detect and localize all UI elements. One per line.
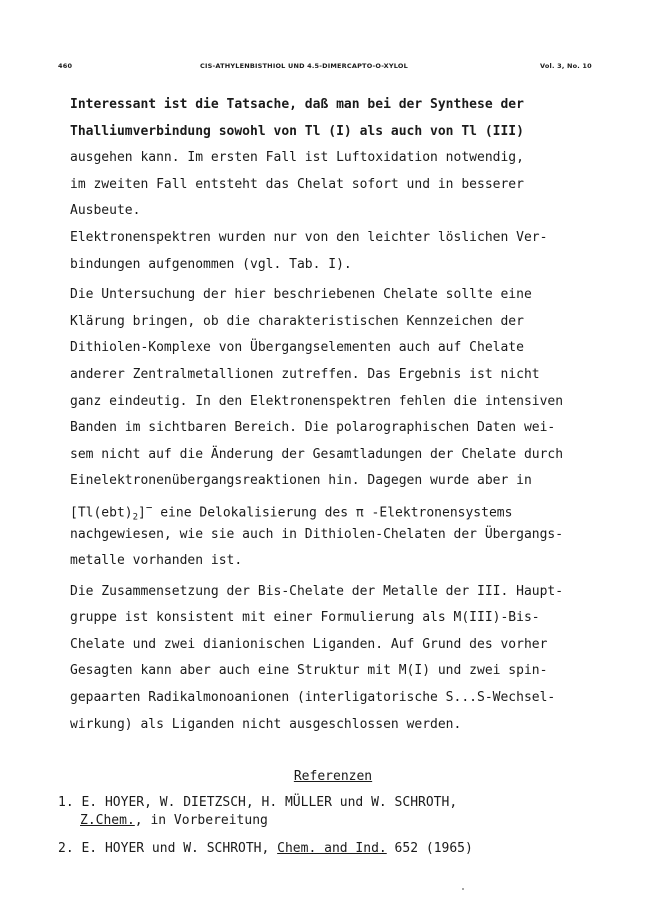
reference-item [58,794,598,830]
text-line: ausgehen kann. Im ersten Fall ist Luftoxidation notwendig, [70,150,524,166]
text-line: Gesagten kann aber auch eine Struktur mit M(I) und zwei spin- [70,663,548,679]
reference-number: 2. [58,841,74,856]
text-line: Elektronenspektren wurden nur von den leichter löslichen Ver- [70,229,548,245]
running-title: CIS-ATHYLENBISTHIOL UND 4.5-DIMERCAPTO-O-XYLOL [200,62,408,70]
reference-line [58,840,598,858]
reference-journal: Z.Chem. [80,813,135,828]
text-line: im zweiten Fall entsteht das Chelat sofort und in besserer [70,176,524,192]
text-line: Thalliumverbindung sowohl von Tl (I) als auch von Tl (III) [70,123,524,139]
reference-authors: E. HOYER, W. DIETZSCH, H. MÜLLER und W. SCHROTH, [81,795,458,810]
text-line: Klärung bringen, ob die charakteristischen Kennzeichen der [70,313,524,329]
page-number: 460 [58,62,73,70]
reference-detail: , in Vorbereitung [134,813,268,828]
pi-symbol: π [355,505,364,521]
volume-info: Vol. 3, No. 10 [540,62,592,70]
text-segment: -Elektronensystems [363,505,513,521]
text-line: Banden im sichtbaren Bereich. Die polarographischen Daten wei- [70,420,556,436]
text-line: wirkung) als Liganden nicht ausgeschlossen werden. [70,716,462,732]
text-line: metalle vorhanden ist. [70,553,243,569]
references [58,766,598,858]
text-line: gruppe ist konsistent mit einer Formulierung als M(III)-Bis- [70,610,540,626]
text-line: Ausbeute. [70,203,141,219]
text-line: sem nicht auf die Änderung der Gesamtladungen der Chelate durch [70,446,564,462]
reference-number: 1. [58,795,74,810]
text-line-formula [70,495,590,522]
text-line: bindungen aufgenommen (vgl. Tab. I). [70,256,352,272]
text-line: ganz eindeutig. In den Elektronenspektren fehlen die intensiven [70,393,564,409]
reference-line [58,812,598,830]
reference-line [58,794,598,812]
reference-detail: 652 (1965) [386,841,473,856]
text-line: gepaarten Radikalmonoanionen (interligatorische S...S-Wechsel- [70,690,556,706]
reference-authors: E. HOYER und W. SCHROTH, [81,841,270,856]
formula-subscript: 2 [132,512,139,523]
references-title: Referenzen [293,769,373,784]
text-line: Die Zusammensetzung der Bis-Chelate der Metalle der III. Haupt- [70,583,564,599]
formula-base: [Tl(ebt) [70,505,133,521]
text-line: nachgewiesen, wie sie auch in Dithiolen-Chelaten der Übergangs- [70,526,564,542]
reference-journal: Chem. and Ind. [277,841,387,856]
text-line: Interessant ist die Tatsache, daß man bei der Synthese der [70,97,524,112]
text-line: Die Untersuchung der hier beschriebenen Chelate sollte eine [70,287,532,303]
formula-bracket: ] [138,505,146,521]
text-line: Dithiolen-Komplexe von Übergangselementen auch auf Chelate [70,340,524,356]
formula-charge: − [145,500,153,514]
speck [462,888,464,890]
text-line: Einelektronenübergangsreaktionen hin. Dagegen wurde aber in [70,473,532,489]
text-segment: eine Delokalisierung des [152,505,356,521]
reference-item [58,840,598,858]
text-line: Chelate und zwei dianionischen Liganden. Auf Grund des vorher [70,636,548,652]
body-text [70,92,590,738]
text-line: anderer Zentralmetallionen zutreffen. Das Ergebnis ist nicht [70,366,540,382]
